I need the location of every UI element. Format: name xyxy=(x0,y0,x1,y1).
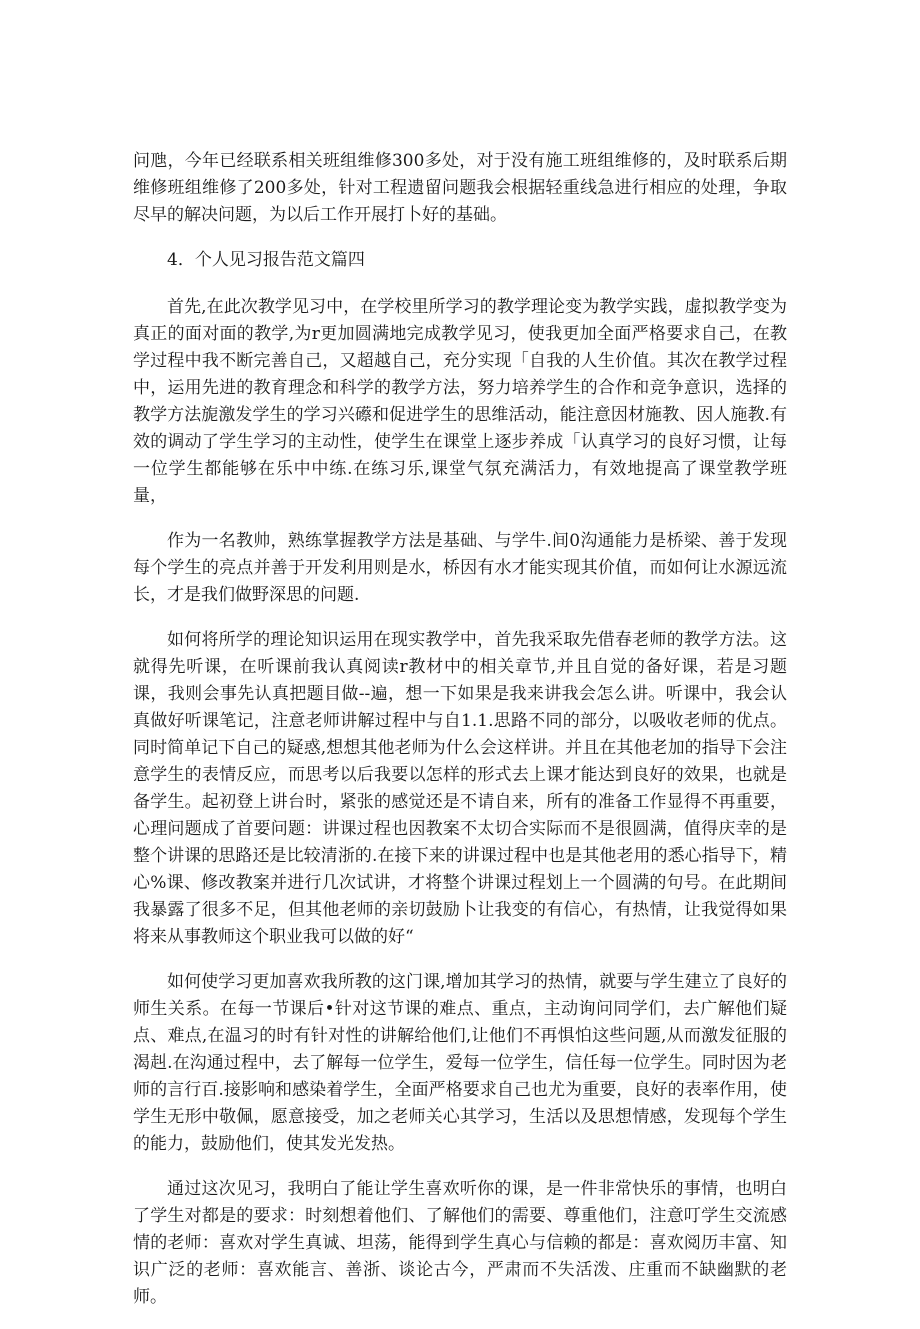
continued-paragraph: 问虺，今年已经联系相关班组维修300多处，对于没有施工班组维修的，及时联系后期维修班组维修了200多处，针对工程遗留问题我会根据轻重线急进行相应的处理，争取尽早的解决问题，为以后工作开展打卜好的基础。 xyxy=(133,151,787,225)
paragraph-5: 通过这次见习，我明白了能让学生喜欢听你的课，是一件非常快乐的事情，也明白了学生对都是的要求：时刻想着他们、了解他们的需要、尊重他们，注意叮学生交流感情的老师：喜欢对学生真诚、坦荡，能得到学生真心与信赖的都是：喜欢阅历丰富、知识广泛的老师：喜欢能言、善浙、谈论古今，严肃而不失活泼、庄重而不缺幽默的老师。 xyxy=(133,1179,787,1307)
paragraph-1: 首先,在此次教学见习中，在学校里所学习的教学理论变为教学实践，虚拟教学变为真正的面对面的教学,为r更加圆满地完成教学见习，使我更加全面严格要求自己，在教学过程中我不断完善自己，又超越自己，充分实现「自我的人生价值。其次在教学过程中，运用先进的教育理念和科学的教学方法，努力培养学生的合作和竞争意识，选择的教学方法旎激发学生的学习兴礤和促进学生的思维活动，能注意因材施教、因人施教.有效的调动了学生学习的主动性，使学生在课堂上逐步养成「认真学习的良好习惯，让每一位学生都能够在乐中中练.在练习乐,课堂气氛充满活力，有效地提高了课堂教学班量， xyxy=(133,297,787,506)
section-heading: 4．个人见习报告范文篇四 xyxy=(167,250,365,270)
document-page xyxy=(133,148,787,1329)
paragraph-4: 如何使学习更加喜欢我所教的这门课,增加其学习的热情，就要与学生建立了良好的师生关系。在每一节课后•针对这节课的难点、重点，主动询问同学们，去广解他们疑点、难点,在温习的时有针对性的讲解给他们,让他们不再惧怕这些问题,从而激发征服的渴赳.在沟通过程中，去了解每一位学生，爱每一位学生，信任每一位学生。同时因为老师的言行百.接影响和感染着学生，全面严格要求自己也尤为重要，良好的表率作用，使学生无形中敬佩，愿意接受，加之老师关心其学习，生活以及思想情感，发现每个学生的能力，鼓励他们，使其发光发热。 xyxy=(133,972,787,1154)
paragraph-3: 如何将所学的理论知识运用在现实教学中，首先我采取先借春老师的教学方法。这就得先听课，在听课前我认真阅读r教材中的相关章节,并且自觉的备好课，若是习题课，我则会事先认真把题目做--遍，想一下如果是我来讲我会怎么讲。听课中，我会认真做好听课笔记，注意老师讲解过程中与自1.1.思路不同的部分，以吸收老师的优点。同时简单记下自己的疑惑,想想其他老师为什么会这样讲。并且在其他老加的指导下会注意学生的表情反应，而思考以后我要以怎样的形式去上课才能达到良好的效果，也就是备学生。起初登上讲台时，紧张的感觉还是不请自来，所有的准备工作显得不再重要，心理问题成了首要问题：讲课过程也因教案不太切合实际而不是很圆满，值得庆幸的是整个讲课的思路还是比较清浙的.在接下来的讲课过程中也是其他老用的悉心指导下，精心%课、修改教案并进行几次试讲，才将整个讲课过程划上一个圆满的句号。在此期间我暴露了很多不足，但其他老师的亲切鼓励卜让我变的有信心，有热情，让我觉得如果将来从事教师这个职业我可以做的好“ xyxy=(133,630,787,947)
paragraph-2: 作为一名教帅，熟练掌握教学方法是基础、与学牛.间0沟通能力是桥梁、善于发现每个学生的亮点并善于开发利用则是水，桥因有水才能实现其价值，而如何让水源远流长，才是我们做野深思的问题. xyxy=(133,531,787,605)
